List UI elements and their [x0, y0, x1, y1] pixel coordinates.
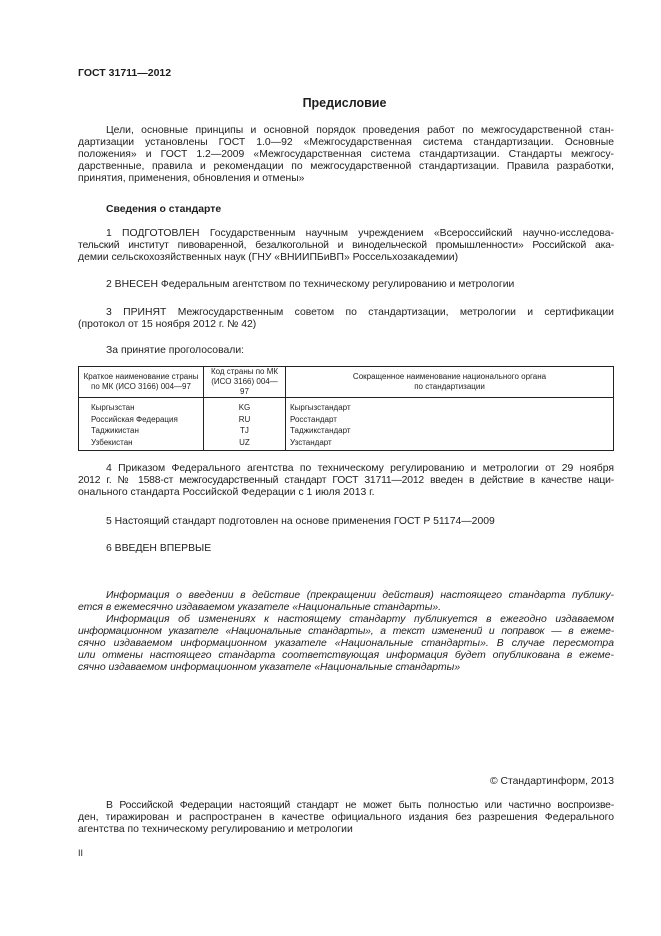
text-line: сячно издаваемом информационном указателе «Национальные стандарты»: [78, 662, 461, 673]
column-header: [79, 367, 204, 398]
text-line: ден, тиражирован и распространен в качестве официального издания без разрешения Федерального: [78, 812, 614, 823]
body-cell: Узстандарт: [286, 437, 614, 451]
section-heading: Сведения о стандарте: [106, 204, 222, 215]
body-cell: Росстандарт: [286, 414, 614, 426]
text-line: дартизации установлены ГОСТ 1.0—92 «Межгосударственная система стандартизации. Основные: [78, 137, 614, 148]
table-row: [79, 414, 614, 426]
header-text: Краткое наименование страны: [83, 372, 199, 381]
country-cell: Российская Федерация: [79, 414, 204, 426]
table-row: [79, 425, 614, 437]
column-header: [204, 367, 286, 398]
country-cell: Узбекистан: [79, 437, 204, 451]
text-line: тельский институт пивоваренной, безалкогольной и винодельческой промышленности» Российской ака-: [78, 240, 614, 251]
header-text: Сокращенное наименование национального органа: [352, 372, 547, 381]
item-6: 6 ВВЕДЕН ВПЕРВЫЕ: [106, 543, 212, 554]
text-line: 1 ПОДГОТОВЛЕН Государственным научным учреждением «Всероссийский научно-исследова-: [106, 228, 614, 239]
text-line: информационном указателе «Национальные стандарты», а текст изменений и поправок — в ежеме-: [78, 626, 614, 637]
body-cell: Таджикстандарт: [286, 425, 614, 437]
text-line: 3 ПРИНЯТ Межгосударственным советом по стандартизации, метрологии и сертификации: [106, 307, 614, 318]
item-5: 5 Настоящий стандарт подготовлен на основе применения ГОСТ Р 51174—2009: [106, 516, 495, 527]
table-row: [79, 437, 614, 451]
text-line: Информация о введении в действие (прекращении действия) настоящего стандарта публику-: [106, 590, 614, 601]
code-cell: RU: [204, 414, 286, 426]
column-header: [286, 367, 614, 398]
table-row: [79, 398, 614, 414]
voting-table: [78, 366, 614, 451]
voted-label: За принятие проголосовали:: [106, 345, 245, 356]
text-line: положения» и ГОСТ 1.2—2009 «Межгосударственная система стандартизации. Стандарты межгосу-: [78, 149, 614, 160]
header-text: по стандартизации: [414, 382, 485, 391]
text-line: 4 Приказом Федерального агентства по техническому регулированию и метрологии от 29 ноября: [106, 463, 614, 474]
table-header-row: [79, 367, 614, 398]
country-cell: Таджикистан: [79, 425, 204, 437]
header-text: (ИСО 3166) 004—97: [211, 377, 278, 396]
document-header: ГОСТ 31711—2012: [78, 67, 172, 79]
text-line: сячно издаваемом информационном указателе «Национальные стандарты». В случае пересмотра: [78, 638, 614, 649]
text-line: (протокол от 15 ноября 2012 г. № 42): [78, 319, 257, 330]
country-cell: Кыргызстан: [79, 398, 204, 414]
code-cell: KG: [204, 398, 286, 414]
item-2: 2 ВНЕСЕН Федеральным агентством по техническому регулированию и метрологии: [106, 279, 515, 290]
text-line: принятия, применения, обновления и отмены»: [78, 173, 305, 184]
text-line: дарственные, правила и рекомендации по межгосударственной стандартизации. Правила разработки,: [78, 161, 614, 172]
text-line: В Российской Федерации настоящий стандарт не может быть полностью или частично воспроизве-: [106, 800, 614, 811]
code-cell: UZ: [204, 437, 286, 451]
body-cell: Кыргызстандарт: [286, 398, 614, 414]
text-line: онального стандарта Российской Федерации с 1 июля 2013 г.: [78, 487, 375, 498]
header-text: Код страны по МК: [210, 367, 279, 376]
text-line: Информация об изменениях к настоящему стандарту публикуется в ежегодно издаваемом: [106, 614, 614, 625]
text-line: демии сельскохозяйственных наук (ГНУ «ВНИИПБиВП» Россельхозакадемии): [78, 252, 459, 263]
code-cell: TJ: [204, 425, 286, 437]
page-number: II: [78, 848, 84, 858]
header-text: по МК (ИСО 3166) 004—97: [91, 382, 191, 391]
text-line: или отмены настоящего стандарта соответствующая информация будет опубликована в ежеме-: [78, 650, 614, 661]
copyright: © Стандартинформ, 2013: [489, 776, 614, 787]
text-line: Цели, основные принципы и основной порядок проведения работ по межгосударственной стан-: [106, 125, 614, 136]
page-title: Предисловие: [302, 96, 387, 110]
text-line: 2012 г. № 1588-ст межгосударственный стандарт ГОСТ 31711—2012 введен в действие в качестве наци-: [78, 475, 614, 486]
text-line: агентства по техническому регулированию и метрологии: [78, 824, 353, 835]
text-line: ется в ежемесячно издаваемом указателе «Национальные стандарты».: [78, 602, 442, 613]
